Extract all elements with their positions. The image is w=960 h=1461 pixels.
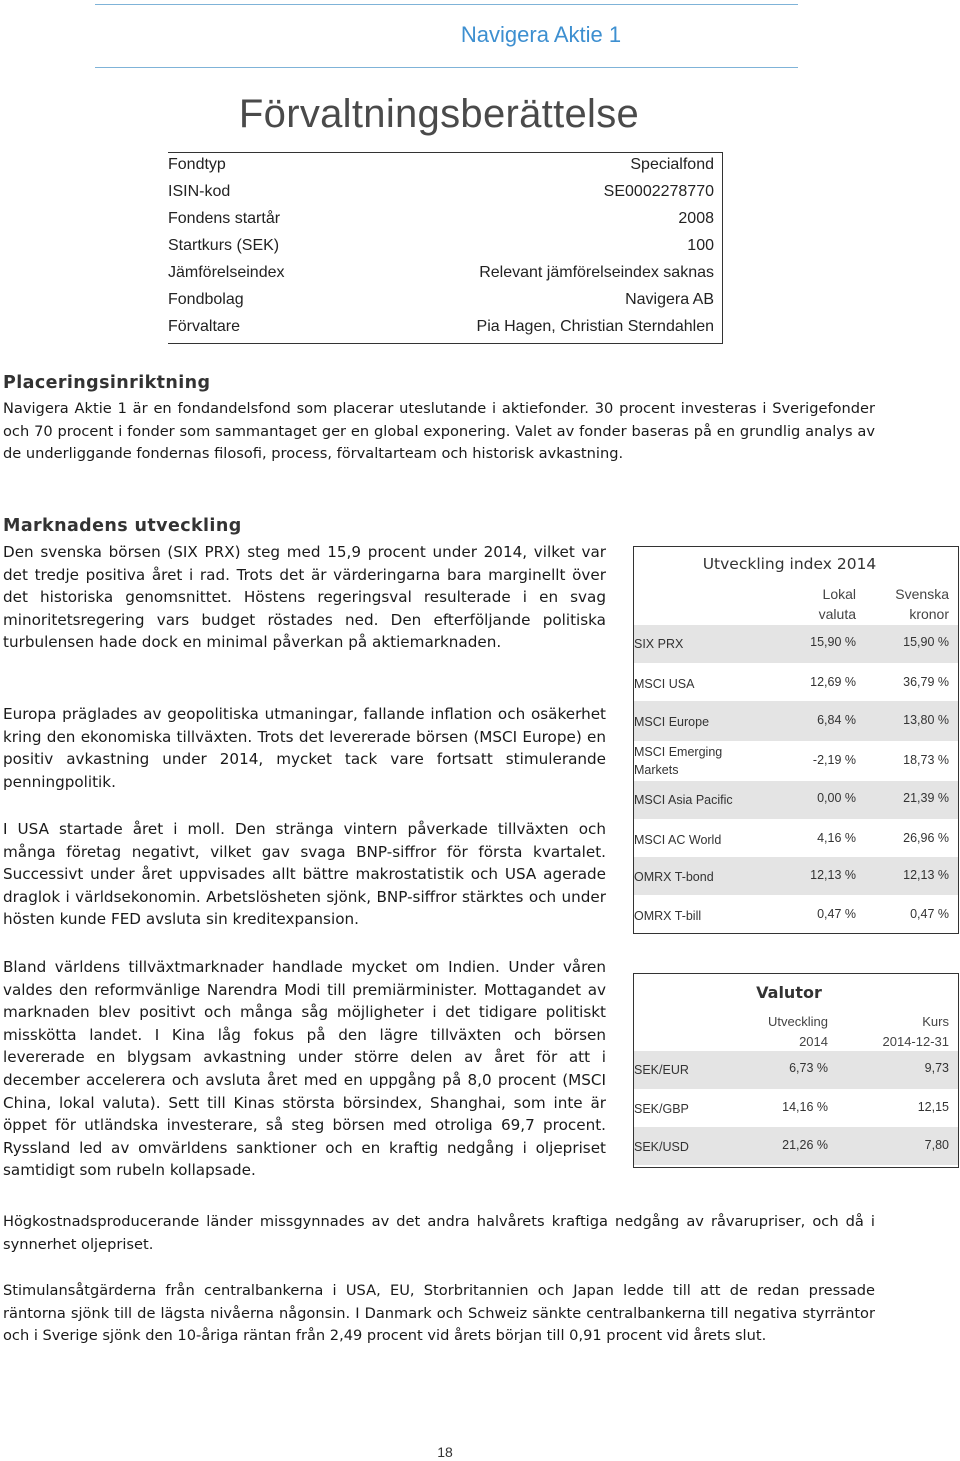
fact-row bbox=[168, 318, 714, 345]
fact-row bbox=[168, 264, 714, 291]
currency-rate: 9,73 bbox=[924, 1061, 949, 1075]
currency-pair: SEK/GBP bbox=[634, 1102, 689, 1116]
header-bottom-rule bbox=[95, 67, 798, 68]
running-header-title: Navigera Aktie 1 bbox=[460, 22, 622, 47]
currency-pair: SEK/USD bbox=[634, 1140, 689, 1154]
index-name: OMRX T-bond bbox=[634, 870, 714, 884]
currency-row bbox=[634, 1089, 958, 1127]
index-row bbox=[634, 741, 958, 781]
currency-change: 14,16 % bbox=[782, 1100, 828, 1114]
index-name: SIX PRX bbox=[634, 637, 684, 651]
index-sek: 15,90 % bbox=[903, 635, 949, 649]
market-paragraph-5: Högkostnadsproducerande länder missgynnades av det andra halvårets kraftiga nedgång av råvarupriser, och då i synnerhet oljepriset. bbox=[3, 1213, 875, 1253]
index-table-title: Utveckling index 2014 bbox=[702, 555, 877, 573]
fact-value: Navigera AB bbox=[625, 291, 714, 308]
market-paragraph-1: Den svenska börsen (SIX PRX) steg med 15,9 procent under 2014, vilket var det tredje positiva året i rad. Trots det är värderingarna bara marginellt över det historiska genomsnittet. Höstens regeringsval resulterade i en svag minoritetsregering vars budget röstades ned. Den efterföljande politiska turbulensen hade dock en minimal påverkan på aktiemarknaden. bbox=[3, 543, 606, 652]
index-row bbox=[634, 895, 958, 931]
placement-text: Navigera Aktie 1 är en fondandelsfond som placerar uteslutande i aktiefonder. 30 procent investeras i Sverigefonder och 70 procent i fonder som sammantaget ger en global exponering. Valet av fonder baseras på en grundlig analys av de underliggande fondernas filosofi, process, förvaltarteam och historisk avkastning. bbox=[3, 400, 875, 463]
page-title: Förvaltningsberättelse bbox=[238, 92, 640, 136]
fact-value: SE0002278770 bbox=[603, 183, 714, 200]
fact-label: Fondens startår bbox=[168, 210, 281, 227]
fund-facts-table bbox=[168, 152, 723, 344]
index-name: OMRX T-bill bbox=[634, 909, 702, 923]
market-paragraph-4: Bland världens tillväxtmarknader handlade mycket om Indien. Under våren valdes den reformvänlige Narendra Modi till premiärminister. Mottagandet av marknaden blev positivt och många såg möjligheter i det tidigare politiskt misskötta landet. I Kina låg fokus på den lägre tillväxten och börsen levererade en blygsam avkastning under större delen av året för att i december accelerera och avsluta året med en uppgång på 8,0 procent (MSCI China, lokal valuta). Sett till Kinas största börsindex, Shanghai, som inte är öppet för utländska investerare, så steg börsen med otroliga 69,7 procent. Ryssland led av omvärldens sanktioner och en kraftig nedgång i oljepriset samtidigt som rubeln kollapsade. bbox=[3, 958, 606, 1180]
index-row bbox=[634, 857, 958, 895]
index-local: 0,00 % bbox=[817, 791, 856, 805]
index-name: MSCI Asia Pacific bbox=[634, 793, 733, 807]
currency-col-rate-header: Kurs 2014-12-31 bbox=[882, 1014, 949, 1049]
index-sek: 0,47 % bbox=[910, 907, 949, 921]
fact-label: Jämförelseindex bbox=[168, 264, 285, 281]
index-local: 0,47 % bbox=[817, 907, 856, 921]
index-sek: 18,73 % bbox=[903, 753, 949, 767]
index-sek: 21,39 % bbox=[903, 791, 949, 805]
index-local: 6,84 % bbox=[817, 713, 856, 727]
index-sek: 12,13 % bbox=[903, 868, 949, 882]
currency-table-title: Valutor bbox=[756, 983, 822, 1002]
index-name: MSCI Emerging Markets bbox=[634, 745, 723, 777]
index-local: -2,19 % bbox=[812, 753, 856, 767]
fact-label: Förvaltare bbox=[168, 318, 241, 335]
fact-row bbox=[168, 237, 714, 264]
currency-change: 6,73 % bbox=[789, 1061, 828, 1075]
currency-row bbox=[634, 1051, 958, 1089]
currency-rate: 12,15 bbox=[917, 1100, 949, 1114]
index-local: 15,90 % bbox=[810, 635, 856, 649]
fact-value: Pia Hagen, Christian Sterndahlen bbox=[476, 318, 714, 335]
fact-value: 100 bbox=[687, 237, 714, 254]
fact-value: Specialfond bbox=[630, 156, 714, 173]
market-paragraph-6: Stimulansåtgärderna från centralbankerna i USA, EU, Storbritannien och Japan ledde till att de redan pressade räntorna sjönk till de lägsta nivåerna någonsin. I Danmark och Schweiz sänkte centralbankerna till negativa styrräntor och i Sverige sjönk den 10-åriga räntan från 2,49 procent vid årets början till 0,91 procent vid årets slut. bbox=[3, 1282, 875, 1345]
index-col-sek-header: Svenska kronor bbox=[895, 586, 949, 622]
market-paragraph-3: I USA startade året i moll. Den stränga vintern påverkade tillväxten och många företag negativt, vilket gav svaga BNP-siffror för första kvartalet. Successivt under året uppvisades allt bättre makrostatistik och USA agerade draglok i världsekonomin. Arbetslösheten sjönk, BNP-siffror stärktes och under hösten kunde FED avsluta sin kreditexpansion. bbox=[3, 820, 606, 929]
market-heading: Marknadens utveckling bbox=[3, 516, 242, 536]
fact-row bbox=[168, 291, 714, 318]
page-number: 18 bbox=[437, 1444, 453, 1460]
index-name: MSCI AC World bbox=[634, 833, 722, 847]
index-local: 12,13 % bbox=[810, 868, 856, 882]
market-paragraph-2: Europa präglades av geopolitiska utmaningar, fallande inflation och osäkerhet kring den ekonomiska tillväxten. Trots det levererade börsen (MSCI Europe) en positiv avkastning under 2014, mycket tack vare fortsatt stimulerande penningpolitik. bbox=[3, 705, 606, 791]
fact-label: Startkurs (SEK) bbox=[168, 237, 280, 254]
fact-label: Fondbolag bbox=[168, 291, 244, 308]
index-col-local-header: Lokal valuta bbox=[818, 586, 856, 622]
index-row bbox=[634, 819, 958, 857]
currency-row bbox=[634, 1127, 958, 1165]
index-local: 12,69 % bbox=[810, 675, 856, 689]
fact-label: Fondtyp bbox=[168, 156, 226, 173]
fact-value: Relevant jämförelseindex saknas bbox=[479, 264, 714, 281]
index-row bbox=[634, 781, 958, 819]
currency-pair: SEK/EUR bbox=[634, 1063, 689, 1077]
currency-col-change-header: Utveckling 2014 bbox=[768, 1014, 828, 1049]
placement-heading: Placeringsinriktning bbox=[3, 373, 211, 393]
fact-row bbox=[168, 156, 714, 183]
fact-row bbox=[168, 183, 714, 210]
header-top-rule bbox=[95, 4, 798, 5]
currency-change: 21,26 % bbox=[782, 1138, 828, 1152]
index-sek: 36,79 % bbox=[903, 675, 949, 689]
index-row bbox=[634, 625, 958, 663]
currency-table bbox=[633, 973, 959, 1168]
fact-row bbox=[168, 210, 714, 237]
index-name: MSCI Europe bbox=[634, 715, 710, 729]
index-sek: 26,96 % bbox=[903, 831, 949, 845]
index-performance-table bbox=[633, 546, 959, 934]
index-sek: 13,80 % bbox=[903, 713, 949, 727]
fact-label: ISIN-kod bbox=[168, 183, 231, 200]
index-row bbox=[634, 663, 958, 701]
currency-rate: 7,80 bbox=[924, 1138, 949, 1152]
fact-value: 2008 bbox=[678, 210, 714, 227]
index-name: MSCI USA bbox=[634, 677, 695, 691]
index-local: 4,16 % bbox=[817, 831, 856, 845]
index-row bbox=[634, 701, 958, 741]
